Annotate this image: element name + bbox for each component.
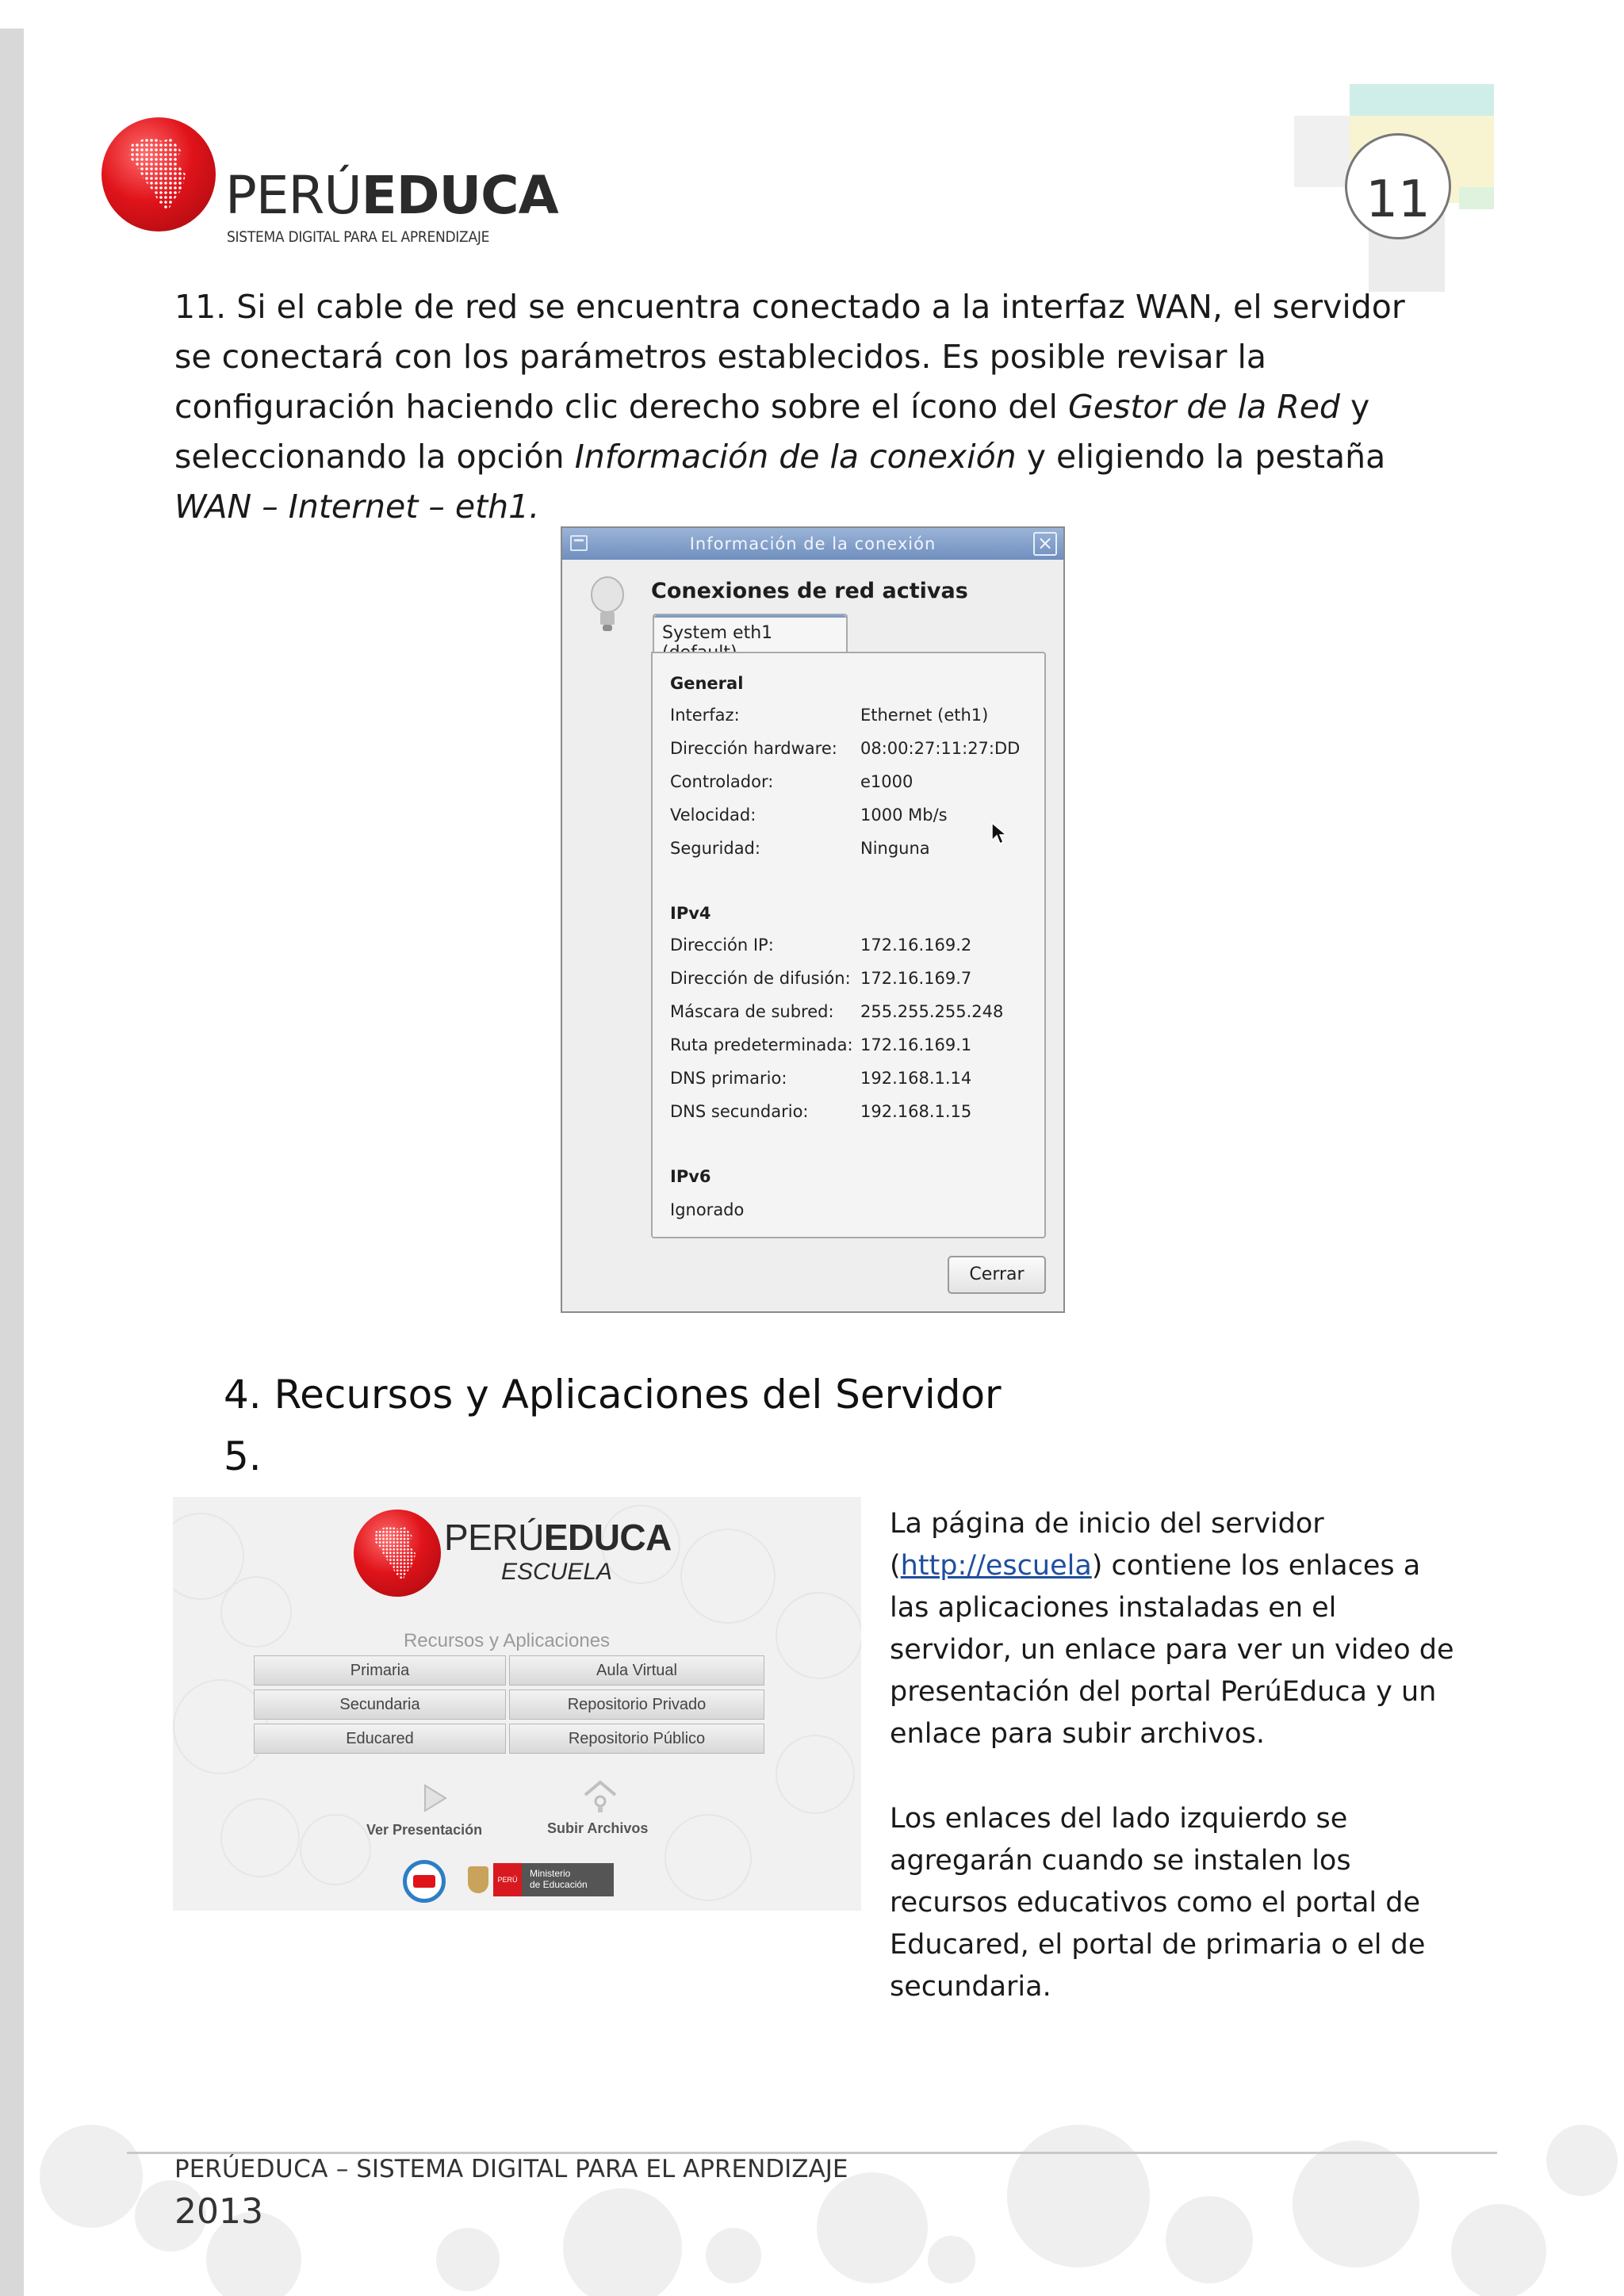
- field-label: Velocidad:: [670, 806, 756, 825]
- field-label: Ruta predeterminada:: [670, 1035, 853, 1054]
- peruedu-logo: [102, 117, 558, 246]
- close-button[interactable]: Cerrar: [948, 1256, 1046, 1294]
- section-ipv4-title: IPv4: [670, 904, 711, 923]
- field-value: 255.255.255.248: [860, 1002, 1004, 1021]
- secundaria-button[interactable]: Secundaria: [254, 1689, 506, 1720]
- section-heading: 4. Recursos y Aplicaciones del Servidor: [224, 1372, 1002, 1418]
- peru-coat-of-arms-logo: [468, 1866, 488, 1893]
- repositorio-privado-button[interactable]: Repositorio Privado: [509, 1689, 764, 1720]
- field-value: e1000: [860, 772, 914, 791]
- escuela-label: ESCUELA: [501, 1559, 613, 1585]
- field-label: Máscara de subred:: [670, 1002, 834, 1021]
- tab-panel: [651, 652, 1046, 1238]
- field-label: Controlador:: [670, 772, 774, 791]
- mouse-cursor-icon: [990, 821, 1008, 845]
- field-value: 192.168.1.14: [860, 1069, 972, 1088]
- field-value: 192.168.1.15: [860, 1102, 972, 1121]
- left-margin-bar: [0, 29, 24, 2296]
- escuela-homepage-screenshot: [173, 1497, 861, 1911]
- field-value: 1000 Mb/s: [860, 806, 948, 825]
- ministerio-educacion-logo: Ministerio de Educación: [522, 1863, 614, 1896]
- ipv6-value: Ignorado: [670, 1200, 745, 1219]
- section-general-title: General: [670, 674, 744, 693]
- field-value: 172.16.169.1: [860, 1035, 972, 1054]
- section-ipv6-title: IPv6: [670, 1167, 711, 1186]
- field-label: Dirección de difusión:: [670, 969, 851, 988]
- subir-archivos-link[interactable]: Subir Archivos: [547, 1820, 649, 1836]
- escuela-wordmark: PERÚEDUCA: [444, 1517, 672, 1558]
- field-value: 172.16.169.7: [860, 969, 972, 988]
- connection-info-dialog: [561, 526, 1065, 1313]
- upload-icon[interactable]: [582, 1777, 619, 1814]
- field-label: Seguridad:: [670, 839, 760, 858]
- footer-bubble-decoration: [24, 2093, 1624, 2296]
- primaria-button[interactable]: Primaria: [254, 1655, 506, 1686]
- field-value: 08:00:27:11:27:DD: [860, 739, 1021, 758]
- left-links-paragraph: Los enlaces del lado izquierdo se agregarán cuando se instalen los recursos educativos como el portal de Educared, el portal de primaria o el de secundaria.: [890, 1803, 1426, 2003]
- intro-paragraph: 11. Si el cable de red se encuentra conectado a la interfaz WAN, el servidor se conectará con los parámetros establecidos. Es posible revisar la configuración haciendo clic derecho sobre el ícono del Gestor de la Red y seleccionando la opción Información de la conexión y eligiendo la pestaña WAN – Internet – eth1.: [174, 288, 1405, 526]
- peru-badge: PERÚ: [493, 1863, 522, 1896]
- footer-year: 2013: [174, 2191, 263, 2232]
- field-label: DNS secundario:: [670, 1102, 809, 1121]
- dialog-heading: Conexiones de red activas: [651, 579, 968, 603]
- page-number: 11: [1345, 133, 1451, 239]
- campaign-seal-logo: [403, 1860, 446, 1903]
- educared-button[interactable]: Educared: [254, 1724, 506, 1754]
- close-icon[interactable]: ×: [1033, 532, 1057, 556]
- lightbulb-icon: [589, 576, 626, 634]
- field-value: 172.16.169.2: [860, 936, 972, 955]
- field-label: Interfaz:: [670, 706, 740, 725]
- field-label: DNS primario:: [670, 1069, 787, 1088]
- repositorio-publico-button[interactable]: Repositorio Público: [509, 1724, 764, 1754]
- field-value: Ethernet (eth1): [860, 706, 989, 725]
- escuela-link[interactable]: http://escuela: [900, 1550, 1092, 1582]
- footer-divider: [127, 2152, 1497, 2154]
- section-subnumber: 5.: [224, 1433, 262, 1479]
- field-label: Dirección IP:: [670, 936, 774, 955]
- aula-virtual-button[interactable]: Aula Virtual: [509, 1655, 764, 1686]
- peru-map-icon: [371, 1522, 420, 1582]
- footer-brand-line: PERÚEDUCA – SISTEMA DIGITAL PARA EL APRENDIZAJE: [174, 2155, 848, 2183]
- logo-wordmark: PERÚEDUCA: [225, 165, 558, 226]
- resources-subtitle: Recursos y Aplicaciones: [403, 1630, 611, 1651]
- dialog-titlebar: [562, 528, 1063, 560]
- dialog-title: Información de la conexión: [689, 534, 936, 553]
- field-label: Dirección hardware:: [670, 739, 837, 758]
- logo-tagline: SISTEMA DIGITAL PARA EL APRENDIZAJE: [227, 228, 490, 246]
- homepage-description-paragraph: La página de inicio del servidor (http://escuela) contiene los enlaces a las aplicaciones instaladas en el servidor, un enlace para ver un video de presentación del portal PerúEduca y un enlace para subir archivos.: [890, 1508, 1454, 1750]
- peru-map-icon: [125, 133, 192, 212]
- header-deco-block: [1459, 187, 1494, 209]
- ver-presentacion-link[interactable]: Ver Presentación: [366, 1822, 483, 1838]
- field-value: Ninguna: [860, 839, 930, 858]
- tab-system-eth1[interactable]: System eth1: [653, 614, 848, 653]
- play-icon[interactable]: [420, 1782, 449, 1814]
